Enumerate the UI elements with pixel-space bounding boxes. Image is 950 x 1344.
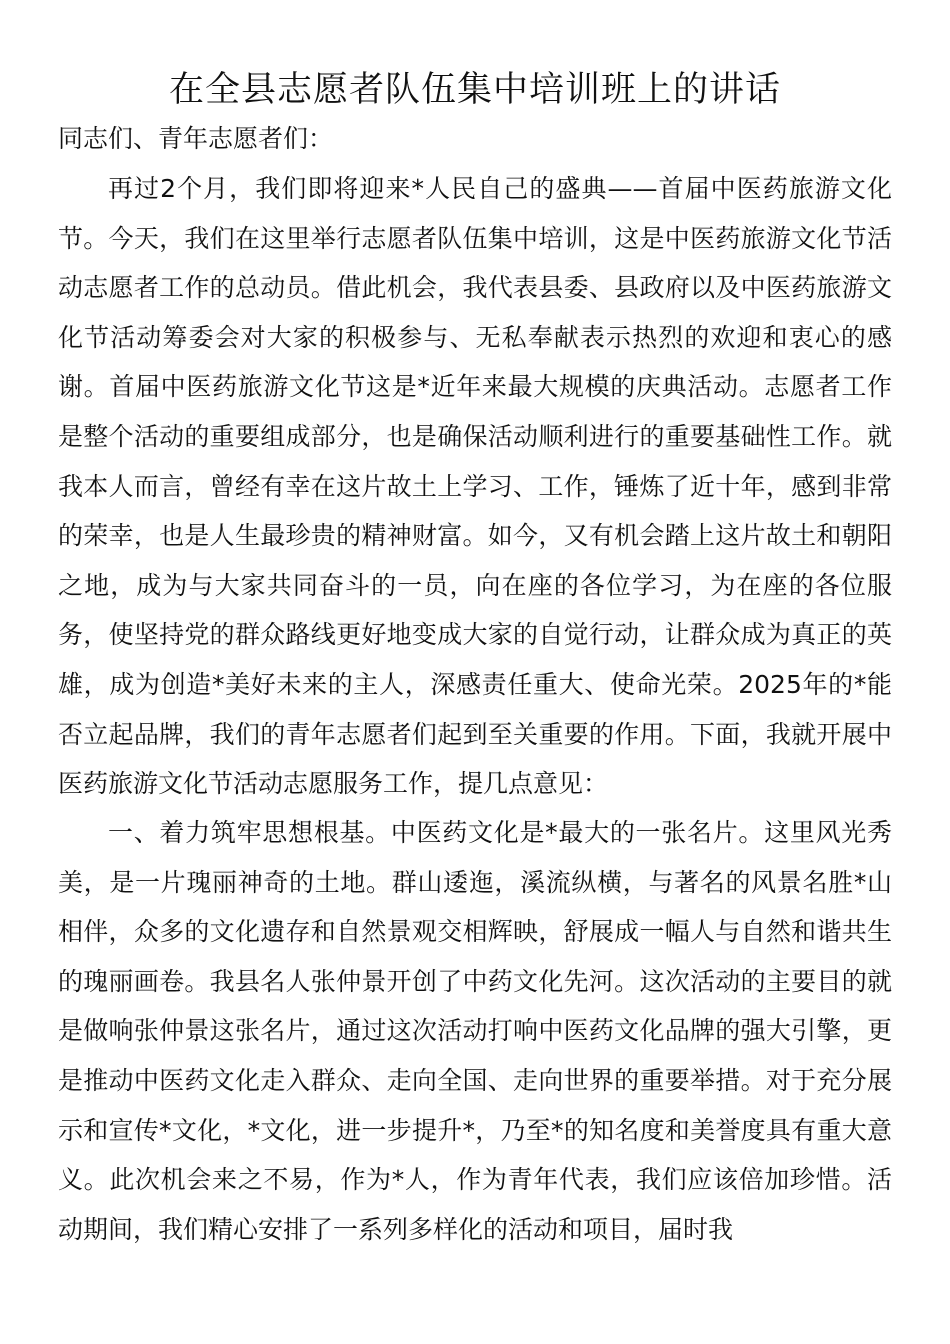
salutation: 同志们、青年志愿者们： — [58, 124, 334, 153]
paragraph-intro: 再过2个月，我们即将迎来*人民自己的盛典——首届中医药旅游文化节。今天，我们在这里举行志愿者队伍集中培训，这是中医药旅游文化节活动志愿者工作的总动员。借此机会，我代表县委、县政府以及中医药旅游文化节活动筹委会对大家的积极参与、无私奉献表示热烈的欢迎和衷心的感谢。首届中医药旅游文化节这是*近年来最大规模的庆典活动。志愿者工作是整个活动的重要组成部分，也是确保活动顺利进行的重要基础性工作。就我本人而言，曾经有幸在这片故土上学习、工作，锤炼了近十年，感到非常的荣幸，也是人生最珍贵的精神财富。如今，又有机会踏上这片故土和朝阳之地，成为与大家共同奋斗的一员，向在座的各位学习，为在座的各位服务，使坚持党的群众路线更好地变成大家的自觉行动，让群众成为真正的英雄，成为创造*美好未来的主人，深感责任重大、使命光荣。2025年的*能否立起品牌，我们的青年志愿者们起到至关重要的作用。下面，我就开展中医药旅游文化节活动志愿服务工作，提几点意见： — [58, 174, 892, 799]
speech-title: 在全县志愿者队伍集中培训班上的讲话 — [168, 70, 781, 110]
paragraph-section-one: 一、着力筑牢思想根基。中医药文化是*最大的一张名片。这里风光秀美，是一片瑰丽神奇的土地。群山逶迤，溪流纵横，与著名的风景名胜*山相伴，众多的文化遗存和自然景观交相辉映，舒展成一幅人与自然和谐共生的瑰丽画卷。我县名人张仲景开创了中药文化先河。这次活动的主要目的就是做响张仲景这张名片，通过这次活动打响中医药文化品牌的强大引擎，更是推动中医药文化走入群众、走向全国、走向世界的重要举措。对于充分展示和宣传*文化，*文化，进一步提升*，乃至*的知名度和美誉度具有重大意义。此次机会来之不易，作为*人，作为青年代表，我们应该倍加珍惜。活动期间，我们精心安排了一系列多样化的活动和项目，届时我 — [58, 818, 892, 1244]
